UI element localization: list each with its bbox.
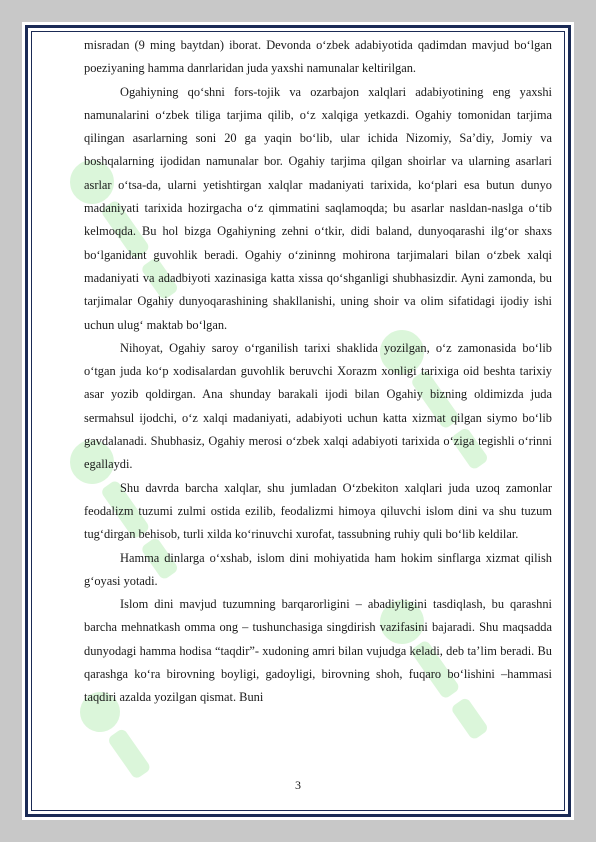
paragraph-2: Ogahiyning qo‘shni fors-tojik va ozarbajon xalqlari adabiyotining eng yaxshi namunalarini o‘zbek tiliga tarjima qilib, o‘z xalqiga yetkazdi. Ogahiy tomonidan tarjima qilingan asarlarning soni 20 ga yaqin bo‘lib, ular ichida Nizomiy, Sa’diy, Jomiy va boshqalarning ijodidan namunalar bor. Ogahiy tarjima qilgan shoirlar va ularning asarlari asrlar o‘tsa-da, ularni yetishtirgan xalqlar madaniyati tarixida, ko‘plari esa butun dunyo madaniyati tarixida hozirgacha o‘z qimmatini saqlamoqda; bu asarlar nasldan-naslga o‘tib kelmoqda. Bu hol bizga Ogahiyning zehni o‘tkir, didi baland, dunyoqarashi ilg‘or shaxs bo‘lganidant guvohlik beradi. Ogahiy o‘zininng mohirona tarjimalari bilan o‘zbek xalqi madaniyati va adadbiyoti xazinasiga katta xissa qo‘shganligi shubhasizdir. Ayni zamonda, bu tarjimalar Ogahiy dunyoqarashining shakllanishi, uning shoir va olim sifatidagi ijodiy ishi uchun ulug‘ maktab bo‘lgan. xyxy=(84,84,552,332)
paragraph-5: Hamma dinlarga o‘xshab, islom dini mohiyatida ham hokim sinflarga xizmat qilish g‘oyasi yotadi. xyxy=(84,550,552,588)
paragraph-1: misradan (9 ming baytdan) iborat. Devonda o‘zbek adabiyotida qadimdan mavjud bo‘lgan poeziyaning hamma danrlaridan juda yaxshi namunalar keltirilgan. xyxy=(84,38,552,76)
paragraph-6: Islom dini mavjud tuzumning barqarorligini – abadiyligini tasdiqlash, bu qarashni barcha mehnatkash omma ong – tushunchasiga singdirish vazifasini bajaradi. Shu maqsadda dunyodagi hamma hodisa “taqdir”- xudoning amri bilan vujudga keladi, deb ta’lim beradi. Bu qarashga ko‘ra birovning boyligi, gadoyligi, birovning shoh, fuqaro bo‘lishini –hammasi taqdiri azalda yozilgan qismat. Buni xyxy=(84,597,552,705)
document-body xyxy=(84,34,552,710)
paragraph-3: Nihoyat, Ogahiy saroy o‘rganilish tarixi shaklida yozilgan, o‘z zamonasida bo‘lib o‘tgan juda ko‘p xodisalardan guvohlik beruvchi Xorazm xonligi tarixiga oid beshta tarixiy asar yozib qoldirgan. Ana shunday barakali ijodi bilan Ogahiy bizning oldimizda juda sermahsul ijodchi, o‘z xalqi madaniyati, adabiyoti uchun katta xizmat qilgan siymo bo‘lib gavdalanadi. Shubhasiz, Ogahiy merosi o‘zbek xalqi adabiyoti tarixida o‘ziga tegishli o‘rinni egallaydi. xyxy=(84,340,552,472)
page-number: 3 xyxy=(295,778,301,792)
document-page xyxy=(22,22,574,820)
paragraph-4: Shu davrda barcha xalqlar, shu jumladan O‘zbekiton xalqlari juda uzoq zamonlar feodalizm tuzumi zulmi ostida ezilib, feodalizmi himoya qiluvchi islom dini va shu tuzum tug‘dirgan behisob, turli xilda ko‘rinuvchi xurofat, tassubning ruhiy quli bo‘lib keldilar. xyxy=(84,480,552,542)
